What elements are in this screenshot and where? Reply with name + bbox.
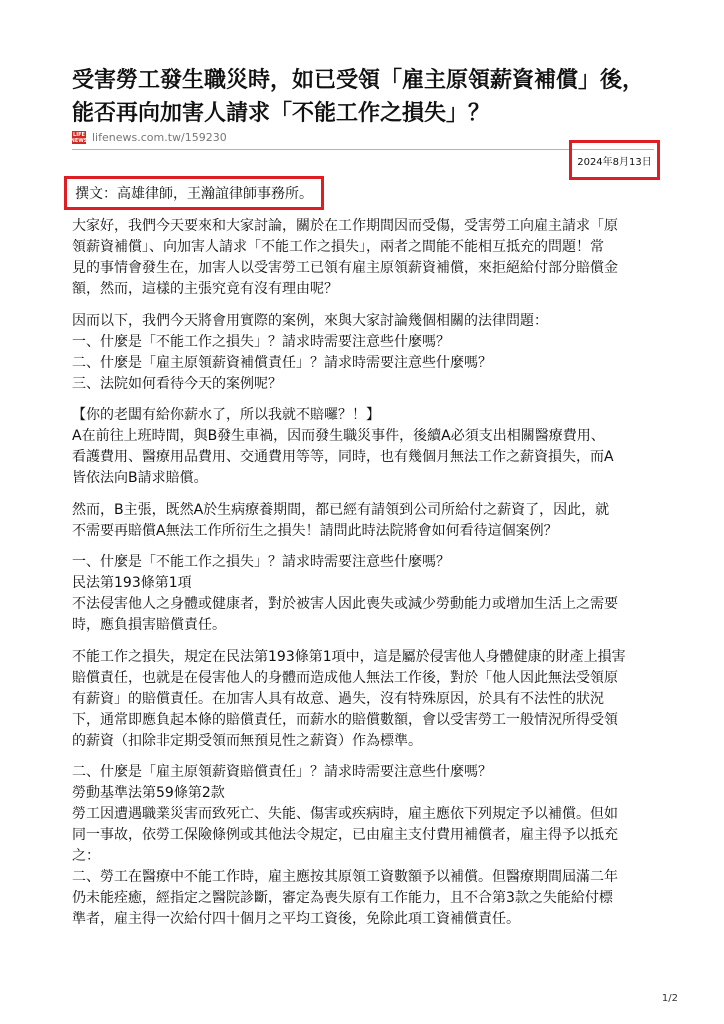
paragraph-line: 見的事情會發生在，加害人以受害勞工已領有雇主原領薪資補償，來拒絕給付部分賠償金	[72, 260, 618, 276]
paragraph-line: 然而，B主張，既然A於生病療養期間，都已經有請領到公司所給付之薪資了，因此，就	[72, 501, 610, 518]
headline-line-2: 能否再向加害人請求「不能工作之損失」？	[72, 101, 491, 126]
paragraph-line: 一、什麼是「不能工作之損失」？請求時需要注意些什麼嗎？	[72, 333, 450, 350]
paragraph-line: 不能工作之損失，規定在民法第193條第1項中，這是屬於侵害他人身體健康的財產上損害	[72, 648, 626, 665]
paragraph-line: 三、法院如何看待今天的案例呢？	[72, 375, 282, 392]
paragraph	[72, 500, 662, 542]
paragraph-line: 仍未能痊癒，經指定之醫院診斷，審定為喪失原有工作能力，且不合第3款之失能給付標	[72, 890, 613, 906]
paragraph-line: 民法第193條第1項	[72, 575, 192, 591]
paragraph-line: 賠償責任，也就是在侵害他人的身體而造成他人無法工作後，對於「他人因此無法受領原	[72, 669, 618, 686]
paragraph-line: 有薪資」的賠償責任。在加害人具有故意、過失，沒有特殊原因，於具有不法性的狀況	[72, 690, 604, 707]
paragraph	[72, 405, 662, 489]
paragraph-line: 看護費用、醫療用品費用、交通費用等等，同時，也有幾個月無法工作之薪資損失，而A	[72, 449, 614, 465]
publish-date: 2024年8月13日	[577, 156, 652, 168]
paragraph-line: 同一事故，依勞工保險條例或其他法令規定，已由雇主支付費用補償者，雇主得予以抵充	[72, 827, 618, 843]
paragraph-line: 因而以下，我們今天將會用實際的案例，來與大家討論幾個相關的法律問題：	[72, 312, 548, 329]
paragraph-line: 額，然而，這樣的主張究竟有沒有理由呢？	[72, 281, 338, 297]
paragraph-line: 時，應負損害賠償責任。	[72, 617, 226, 633]
paragraph-line: 勞動基準法第59條第2款	[72, 785, 225, 801]
paragraph-line: A在前往上班時間，與B發生車禍，因而發生職災事件，後續A必須支出相關醫療費用、	[72, 428, 605, 444]
source-url[interactable]: lifenews.com.tw/159230	[92, 131, 227, 144]
lifenews-logo-icon: LIFE NEWS	[70, 131, 88, 144]
paragraph-line: 下，通常即應負起本條的賠償責任，而薪水的賠償數額，會以受害勞工一般情況所得受領	[72, 711, 618, 728]
page-number: 1/2	[661, 993, 678, 1004]
paragraph-line: 二、勞工在醫療中不能工作時，雇主應按其原領工資數額予以補償。但醫療期間屆滿二年	[72, 869, 618, 885]
paragraph-line: 不需要再賠償A無法工作所衍生之損失！請問此時法院將會如何看待這個案例？	[72, 522, 558, 539]
paragraph	[72, 647, 662, 752]
paragraph	[72, 762, 662, 930]
header-divider	[72, 149, 654, 150]
article-body	[72, 216, 662, 941]
paragraph	[72, 216, 662, 300]
author-byline: 撰文：高雄律師，王瀚誼律師事務所。	[75, 186, 313, 202]
paragraph-line: 二、什麼是「雇主原領薪資賠償責任」？請求時需要注意些什麼嗎？	[72, 764, 492, 780]
paragraph-line: 【你的老闆有給你薪水了，所以我就不賠囉？！】	[72, 407, 380, 423]
paragraph-line: 勞工因遭遇職業災害而致死亡、失能、傷害或疾病時，雇主應依下列規定予以補償。但如	[72, 806, 618, 822]
paragraph-line: 不法侵害他人之身體或健康者，對於被害人因此喪失或減少勞動能力或增加生活上之需要	[72, 596, 618, 612]
paragraph-line: 之：	[72, 848, 100, 864]
paragraph-line: 大家好，我們今天要來和大家討論，關於在工作期間因而受傷，受害勞工向雇主請求「原	[72, 218, 618, 234]
paragraph-line: 皆依法向B請求賠償。	[72, 470, 208, 486]
paragraph-line: 二、什麼是「雇主原領薪資補償責任」？請求時需要注意些什麼嗎？	[72, 354, 492, 371]
paragraph-line: 的薪資（扣除非定期受領而無預見性之薪資）作為標準。	[72, 732, 422, 749]
paragraph	[72, 552, 662, 636]
paragraph-line: 準者，雇主得一次給付四十個月之平均工資後，免除此項工資補償責任。	[72, 911, 520, 927]
paragraph-line: 領薪資補償」、向加害人請求「不能工作之損失」，兩者之間能不能相互抵充的問題！常	[72, 239, 604, 255]
article-headline	[72, 64, 672, 130]
source-row	[72, 131, 654, 144]
date-highlight-box	[569, 140, 660, 180]
author-highlight-box	[64, 176, 324, 210]
paragraph	[72, 311, 662, 395]
headline-line-1: 受害勞工發生職災時，如已受領「雇主原領薪資補償」後，	[72, 68, 645, 93]
paragraph-line: 一、什麼是「不能工作之損失」？請求時需要注意些什麼嗎？	[72, 554, 450, 570]
